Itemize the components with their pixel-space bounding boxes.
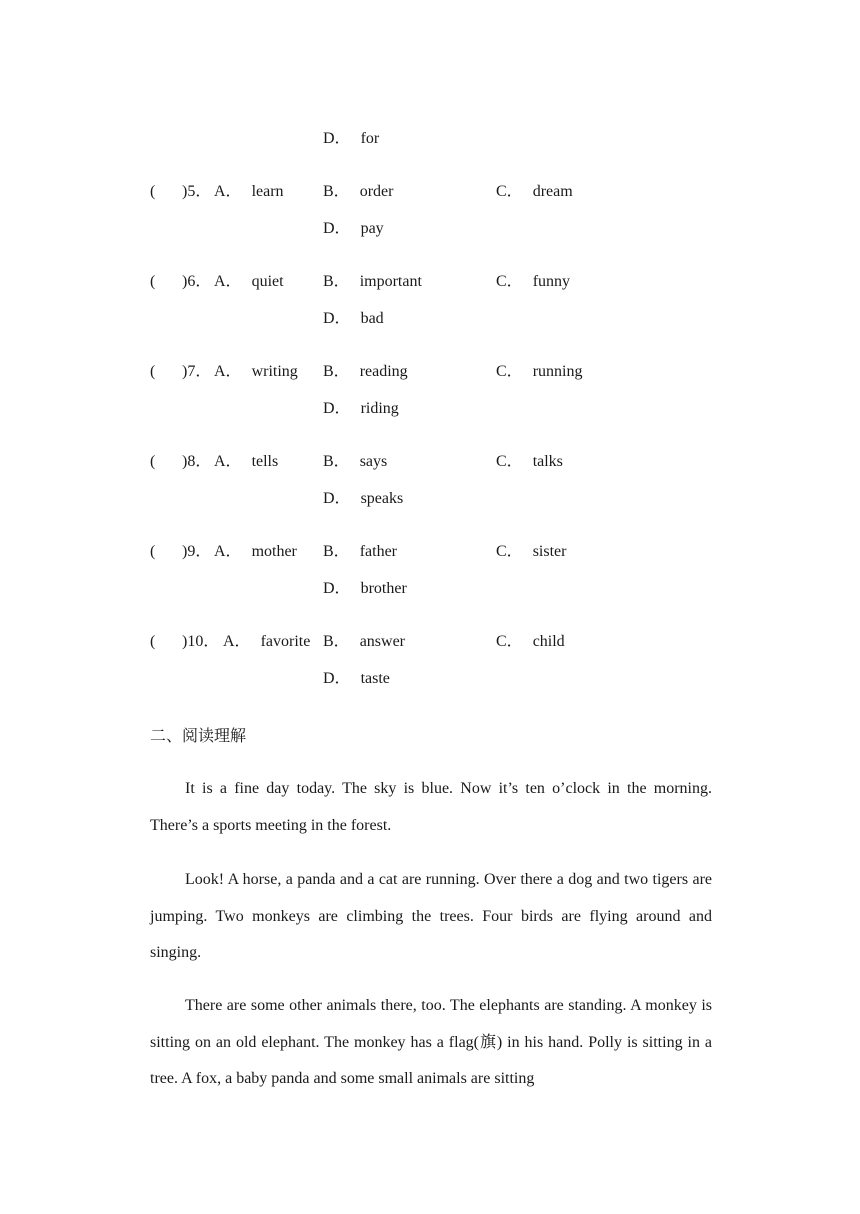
option-letter: A． xyxy=(223,633,251,650)
option-text: tells xyxy=(251,453,279,470)
question-number: )5． xyxy=(182,183,212,200)
option-letter: C． xyxy=(496,633,523,650)
option-a xyxy=(214,272,284,292)
question-number: )7． xyxy=(182,363,212,380)
option-letter: A． xyxy=(214,273,242,290)
option-letter: B． xyxy=(323,453,350,470)
option-c xyxy=(496,632,565,652)
option-letter: C． xyxy=(496,273,523,290)
answer-paren: ( xyxy=(150,183,156,200)
option-d xyxy=(323,309,384,329)
option-letter: A． xyxy=(214,363,242,380)
option-b xyxy=(323,542,397,562)
option-letter: B． xyxy=(323,633,350,650)
option-text: dream xyxy=(532,183,573,200)
option-letter: D． xyxy=(323,670,351,687)
option-text: reading xyxy=(359,363,408,380)
option-text: speaks xyxy=(360,490,404,507)
option-text: child xyxy=(532,633,565,650)
section-heading: 二、阅读理解 xyxy=(150,726,247,745)
option-b xyxy=(323,272,422,292)
option-letter: B． xyxy=(323,363,350,380)
option-c xyxy=(496,542,566,562)
option-letter: B． xyxy=(323,183,350,200)
option-letter: A． xyxy=(214,453,242,470)
answer-paren: ( xyxy=(150,543,156,560)
option-text: talks xyxy=(532,453,563,470)
option-a xyxy=(223,632,310,652)
option-text: riding xyxy=(360,400,399,417)
option-c xyxy=(496,362,582,382)
answer-paren: ( xyxy=(150,633,156,650)
option-d xyxy=(323,669,390,689)
passage-paragraph-3: There are some other animals there, too. The elephants are standing. A monkey is sitting on an old elephant. The monkey has a flag(旗) in his hand. Polly is sitting in a tree. A fox, a baby panda and some small animals are sitting xyxy=(150,997,712,1088)
option-text: for xyxy=(360,130,380,147)
option-c xyxy=(496,182,573,202)
option-letter: D． xyxy=(323,130,351,147)
option-letter: D． xyxy=(323,220,351,237)
q4-option-d xyxy=(323,129,379,149)
option-text: favorite xyxy=(260,633,311,650)
question-number: )6． xyxy=(182,273,212,290)
option-text: bad xyxy=(360,310,384,327)
option-text: learn xyxy=(251,183,284,200)
option-text: pay xyxy=(360,220,384,237)
option-a xyxy=(214,362,298,382)
option-letter: C． xyxy=(496,543,523,560)
option-letter: D． xyxy=(323,490,351,507)
option-d xyxy=(323,489,403,509)
option-letter: C． xyxy=(496,363,523,380)
option-letter: B． xyxy=(323,273,350,290)
option-text: mother xyxy=(251,543,297,560)
option-text: quiet xyxy=(251,273,284,290)
option-letter: D． xyxy=(323,400,351,417)
option-b xyxy=(323,452,387,472)
option-letter: A． xyxy=(214,183,242,200)
option-c xyxy=(496,452,563,472)
option-text: sister xyxy=(532,543,567,560)
passage-paragraph-1: It is a fine day today. The sky is blue. Now it’s ten o’clock in the morning. There’s a sports meeting in the forest. xyxy=(150,780,712,834)
option-a xyxy=(214,182,284,202)
option-text: running xyxy=(532,363,583,380)
question-number: )9． xyxy=(182,543,212,560)
option-letter: D． xyxy=(323,310,351,327)
question-number: )10． xyxy=(182,633,220,650)
option-b xyxy=(323,362,408,382)
option-text: says xyxy=(359,453,388,470)
option-letter: C． xyxy=(496,453,523,470)
answer-paren: ( xyxy=(150,453,156,470)
answer-paren: ( xyxy=(150,273,156,290)
passage-paragraph-2: Look! A horse, a panda and a cat are running. Over there a dog and two tigers are jumping. Two monkeys are climbing the trees. Four birds are flying around and singing. xyxy=(150,871,712,962)
option-text: brother xyxy=(360,580,407,597)
option-text: order xyxy=(359,183,394,200)
option-text: writing xyxy=(251,363,298,380)
option-c xyxy=(496,272,570,292)
option-d xyxy=(323,219,384,239)
option-d xyxy=(323,579,407,599)
option-letter: A． xyxy=(214,543,242,560)
option-a xyxy=(214,542,297,562)
answer-paren: ( xyxy=(150,363,156,380)
option-text: father xyxy=(359,543,397,560)
option-text: funny xyxy=(532,273,571,290)
option-b xyxy=(323,632,405,652)
option-letter: B． xyxy=(323,543,350,560)
option-text: answer xyxy=(359,633,405,650)
option-b xyxy=(323,182,393,202)
option-text: taste xyxy=(360,670,390,687)
option-a xyxy=(214,452,278,472)
question-number: )8． xyxy=(182,453,212,470)
option-letter: C． xyxy=(496,183,523,200)
option-d xyxy=(323,399,399,419)
option-text: important xyxy=(359,273,422,290)
option-letter: D． xyxy=(323,580,351,597)
